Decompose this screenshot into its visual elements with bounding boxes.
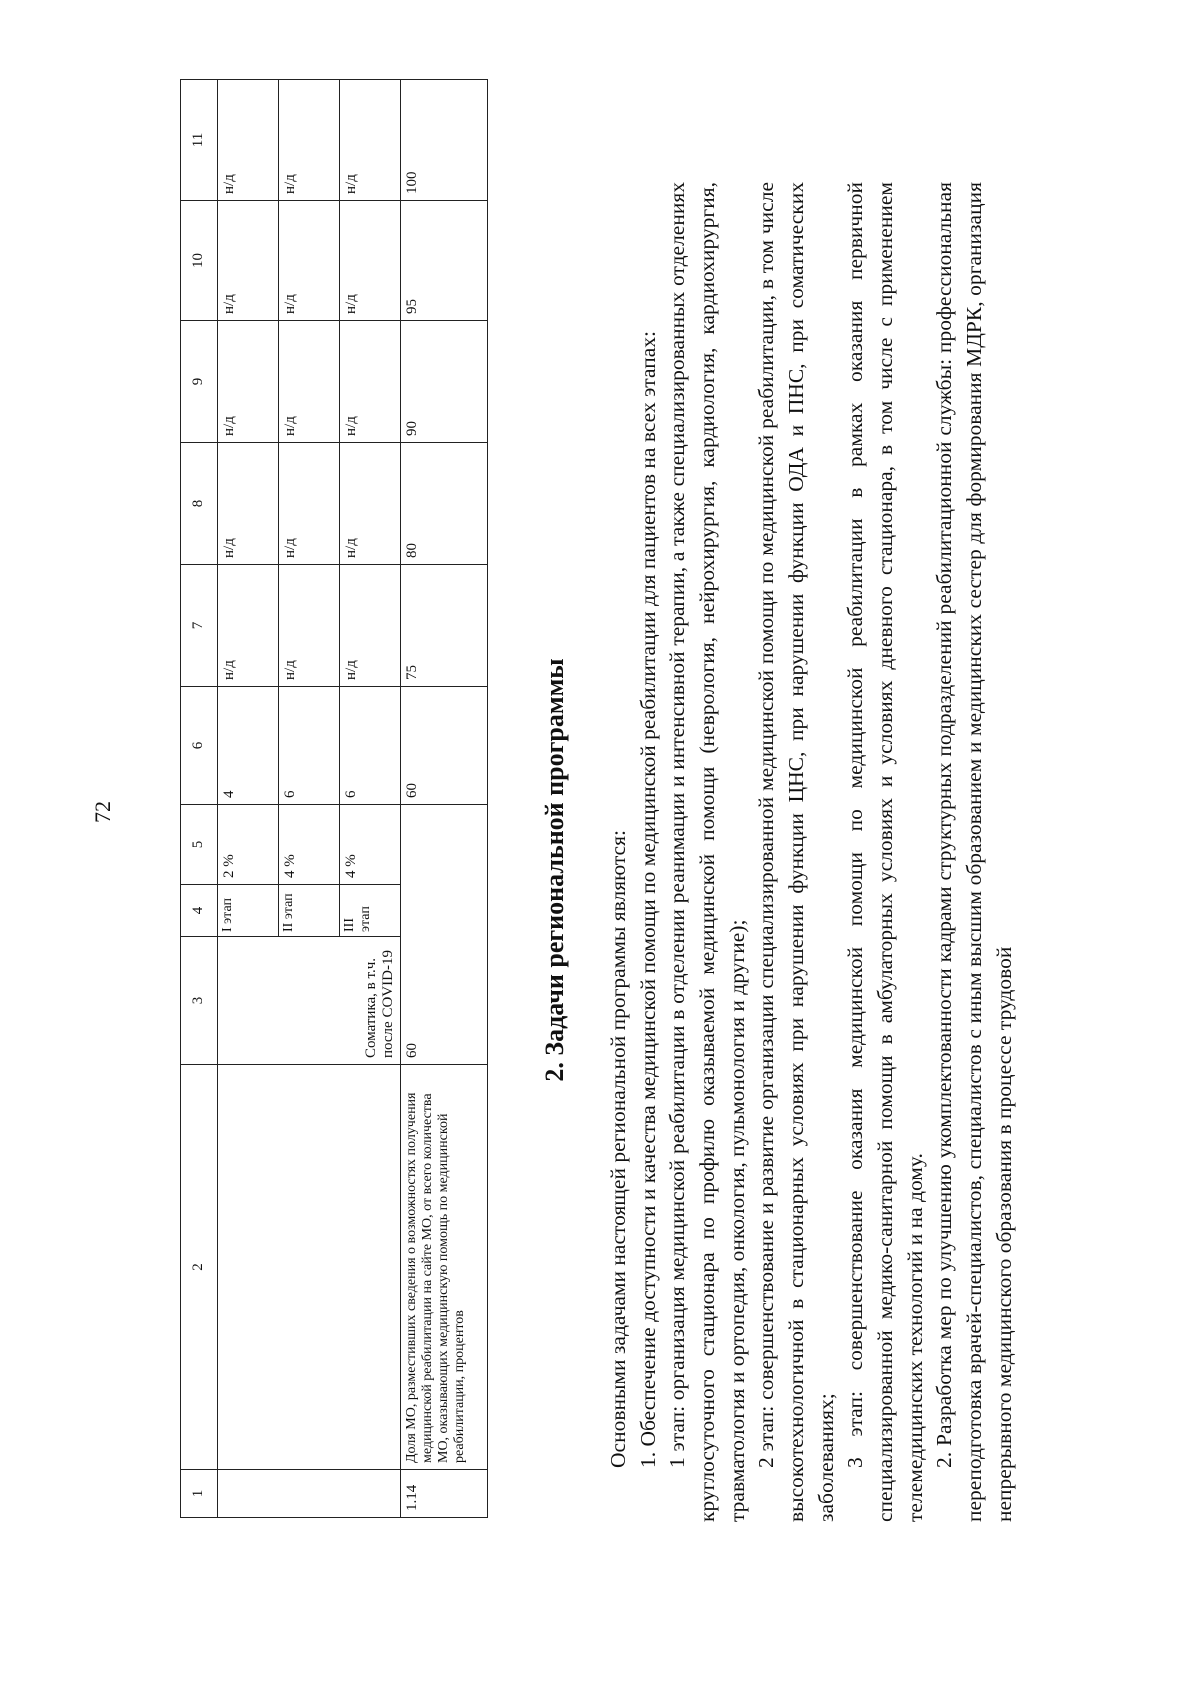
table-cell: 4 (218, 687, 279, 805)
table-cell: 6 (279, 687, 340, 805)
paragraph: 1 этап: организация медицинской реабилитации в отделении реанимации и интенсивной терапии, а также специализированных отделениях круглосуточного стационара по профилю оказываемой медицинской помощи (неврология, нейрохирургия, кардиология, кардиохирургия, травматология и ортопедия, онкология, пульмонология и другие); (665, 182, 749, 1522)
header-cell: 11 (181, 80, 218, 201)
table-cell: н/д (218, 201, 279, 321)
table-cell: н/д (218, 321, 279, 443)
stage-label: I этап (218, 885, 279, 937)
header-cell: 2 (181, 1065, 218, 1470)
indicator-description: Доля МО, разместивших сведения о возможностях получения медицинской реабилитации на сайте МО, от всего количества МО, оказывающих медицинскую помощь по медицинской реабилитации, процентов (401, 1065, 488, 1470)
table-cell: н/д (340, 80, 401, 201)
table-cell: н/д (279, 321, 340, 443)
table-cell: н/д (340, 565, 401, 687)
header-cell: 3 (181, 937, 218, 1065)
header-cell: 4 (181, 885, 218, 937)
table-cell: н/д (279, 201, 340, 321)
paragraph: Основными задачами настоящей региональной программы являются: (606, 830, 630, 1468)
stage-label: II этап (279, 885, 340, 937)
table-header-row (181, 80, 218, 1518)
header-cell: 6 (181, 687, 218, 805)
table-cell: 4 % (279, 805, 340, 885)
table-cell: 100 (401, 80, 488, 201)
paragraph: 2. Разработка мер по улучшению укомплектованности кадрами структурных подразделений реабилитационной службы: профессиональная переподготовка врачей-специалистов, специалистов с иным высшим образованием и медицинских сестер для формирования МДРК, организация непрерывного медицинского образования в процессе трудовой (932, 182, 1016, 1522)
stage-label: III этап (340, 885, 401, 937)
indicator-table (180, 79, 488, 1518)
table-row (401, 80, 488, 1518)
table-cell: 95 (401, 201, 488, 321)
table-cell: 60 (401, 687, 488, 805)
group-label: Соматика, в т.ч. после COVID-19 (218, 937, 401, 1065)
table-cell: 60 (401, 805, 488, 1065)
body-text (604, 182, 1019, 1522)
header-cell: 7 (181, 565, 218, 687)
table-cell: н/д (340, 201, 401, 321)
table-cell: н/д (340, 443, 401, 565)
paragraph: 3 этап: совершенствование оказания медицинской помощи по медицинской реабилитации в рамках оказания первичной специализированной медико-санитарной помощи в амбулаторных условиях и условиях дневного стационара, в том числе с применением телемедицинских технологий и на дому. (843, 182, 927, 1522)
paragraph: 2 этап: совершенствование и развитие организации специализированной медицинской помощи по медицинской реабилитации, в том числе высокотехнологичной в стационарных условиях при нарушении функции ЦНС, при нарушении функции ОДА и ПНС, при соматических заболеваниях; (754, 182, 838, 1522)
header-cell: 9 (181, 321, 218, 443)
header-cell: 8 (181, 443, 218, 565)
table-cell: 90 (401, 321, 488, 443)
table-cell: н/д (218, 565, 279, 687)
table-cell: н/д (340, 321, 401, 443)
table-cell: н/д (279, 565, 340, 687)
table-row (218, 80, 279, 1518)
header-cell: 10 (181, 201, 218, 321)
indicator-table-wrap (180, 79, 488, 1518)
empty-cell (218, 1470, 401, 1518)
table-cell: 75 (401, 565, 488, 687)
table-cell: н/д (279, 80, 340, 201)
empty-cell (218, 1065, 401, 1470)
header-cell: 1 (181, 1470, 218, 1518)
header-cell: 5 (181, 805, 218, 885)
section-heading: 2. Задачи региональной программы (540, 658, 569, 1082)
page-number: 72 (90, 801, 115, 823)
table-cell: 6 (340, 687, 401, 805)
table-cell: 4 % (340, 805, 401, 885)
table-cell: 80 (401, 443, 488, 565)
row-number: 1.14 (401, 1470, 488, 1518)
table-cell: 2 % (218, 805, 279, 885)
table-cell: н/д (218, 80, 279, 201)
table-cell: н/д (218, 443, 279, 565)
table-cell: н/д (279, 443, 340, 565)
paragraph: 1. Обеспечение доступности и качества медицинской помощи по медицинской реабилитации для пациентов на всех этапах: (635, 331, 660, 1468)
